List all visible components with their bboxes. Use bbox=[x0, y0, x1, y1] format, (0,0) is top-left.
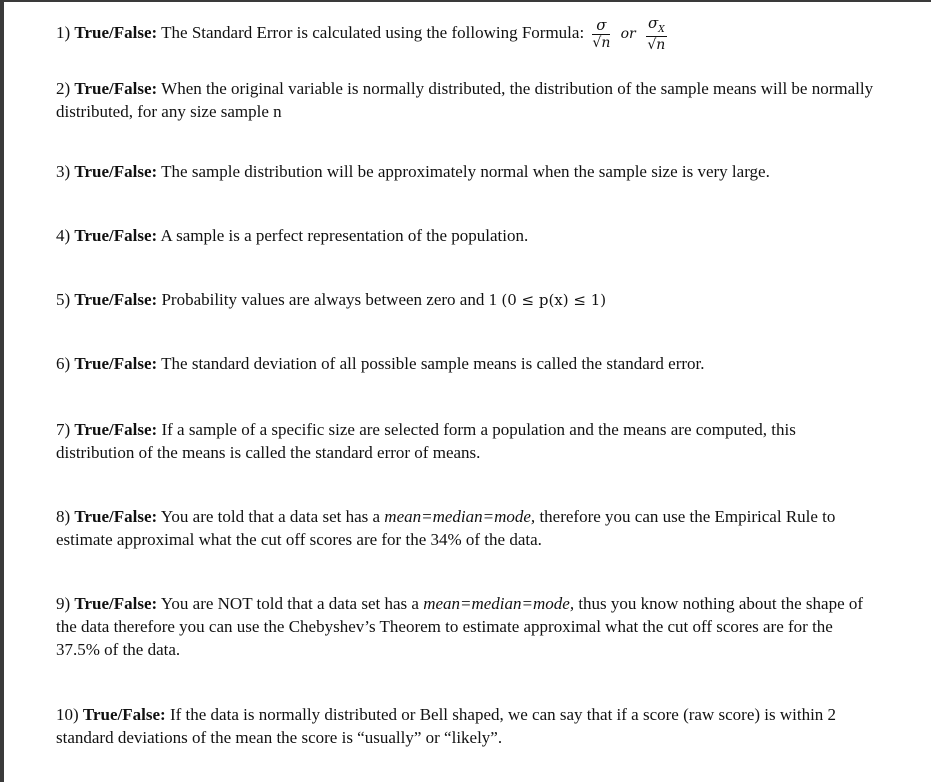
formula-or: or bbox=[620, 25, 636, 42]
question-label: True/False: bbox=[74, 420, 158, 439]
question-number: 1) bbox=[56, 22, 71, 42]
question-text: The standard deviation of all possible sample means is called the standard error. bbox=[161, 354, 705, 373]
question-text: You are NOT told that a data set has a bbox=[160, 594, 419, 613]
question-text: You are told that a data set has a bbox=[160, 507, 381, 526]
formula-sigma-over-root-n: $\frac{\sigma}{√n}$ bbox=[592, 16, 611, 51]
question-text: Probability values are always between zero and 1 bbox=[161, 290, 498, 309]
question-8 bbox=[56, 505, 876, 551]
question-text: The sample distribution will be approximately normal when the sample size is very large. bbox=[161, 162, 770, 181]
question-6 bbox=[56, 352, 876, 375]
question-number: 9) bbox=[56, 594, 71, 613]
question-label: True/False: bbox=[74, 507, 158, 526]
question-text: If the data is normally distributed or Bell shaped, we can say that if a score (raw score) is within 2 standard deviations of the mean the score is “usually” or “likely”. bbox=[56, 705, 837, 747]
question-4 bbox=[56, 224, 876, 247]
question-label: True/False: bbox=[74, 290, 158, 309]
question-label: True/False: bbox=[74, 226, 158, 245]
question-label: True/False: bbox=[74, 22, 158, 42]
question-label: True/False: bbox=[82, 705, 166, 724]
question-number: 7) bbox=[56, 420, 71, 439]
question-text: The Standard Error is calculated using the following Formula: bbox=[161, 22, 585, 42]
formula-sigma-x-over-root-n: $\frac{\sigma_X}{√n}$ bbox=[647, 14, 666, 53]
question-label: True/False: bbox=[74, 594, 158, 613]
question-text: therefore you can use the Empirical Rule to estimate approximal what the cut off scores are for the 34% of the data. bbox=[56, 507, 836, 549]
question-number: 6) bbox=[56, 354, 71, 373]
page-top-border bbox=[4, 0, 931, 2]
question-label: True/False: bbox=[74, 354, 158, 373]
question-1 bbox=[56, 16, 876, 52]
question-label: True/False: bbox=[74, 79, 158, 98]
page-left-border bbox=[0, 0, 4, 782]
question-label: True/False: bbox=[74, 162, 158, 181]
question-text: A sample is a perfect representation of the population. bbox=[160, 226, 529, 245]
question-italic-text: mean=median=mode, bbox=[423, 594, 575, 613]
question-7 bbox=[56, 418, 876, 464]
question-text: When the original variable is normally distributed, the distribution of the sample means will be normally distributed, for any size sample n bbox=[56, 79, 874, 121]
question-number: 3) bbox=[56, 162, 71, 181]
question-text: thus you know nothing about the shape of the data therefore you can use the Chebyshev’s Theorem to estimate approximal what the cut off scores are for the 37.5% of the data. bbox=[56, 594, 864, 659]
question-number: 2) bbox=[56, 79, 71, 98]
question-3 bbox=[56, 160, 876, 183]
question-text: If a sample of a specific size are selected form a population and the means are computed, this distribution of the means is called the standard error of means. bbox=[56, 420, 796, 462]
question-number: 10) bbox=[56, 705, 79, 724]
question-italic-text: mean=median=mode, bbox=[384, 507, 536, 526]
question-number: 4) bbox=[56, 226, 71, 245]
question-9 bbox=[56, 592, 876, 661]
question-5 bbox=[56, 288, 876, 312]
question-number: 5) bbox=[56, 290, 71, 309]
question-2 bbox=[56, 77, 876, 123]
question-number: 8) bbox=[56, 507, 71, 526]
probability-inequality: (0 ≤ p(x) ≤ 1) bbox=[501, 291, 607, 309]
question-10 bbox=[56, 703, 876, 749]
